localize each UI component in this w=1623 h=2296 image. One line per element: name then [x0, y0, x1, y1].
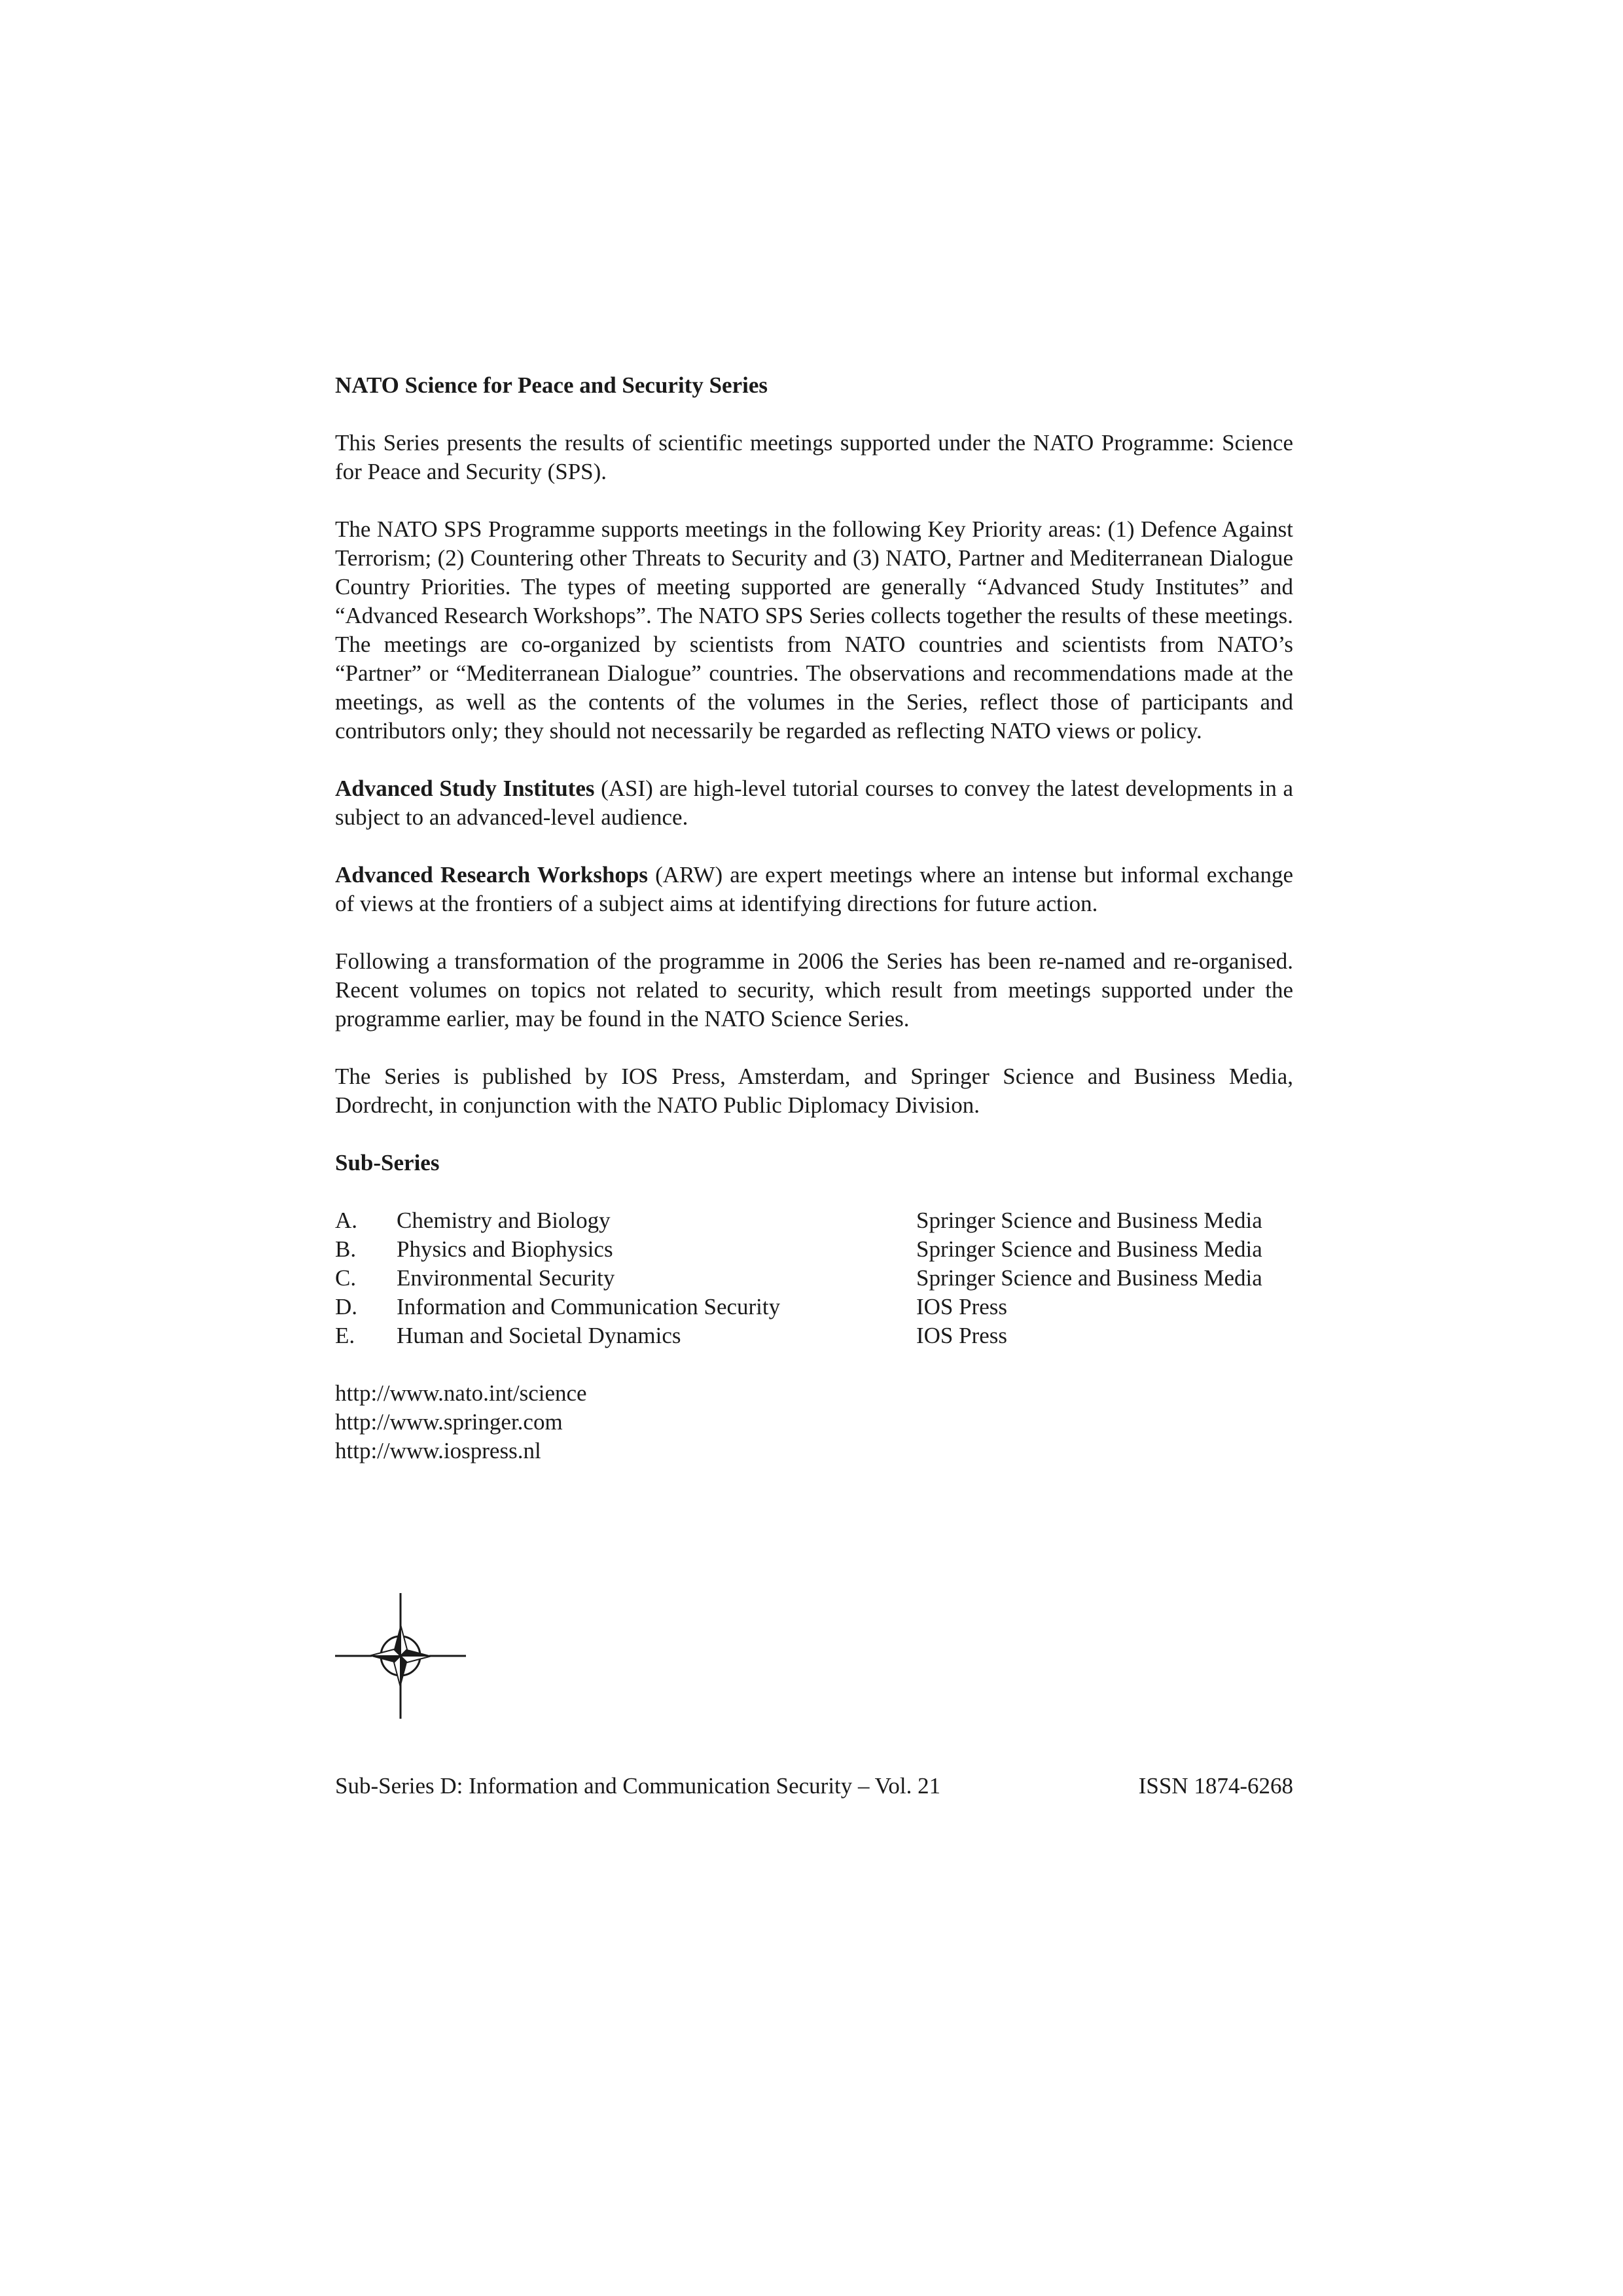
- programme-description-paragraph: The NATO SPS Programme supports meetings in the following Key Priority areas: (1) Defence Against Terrorism; (2) Countering other Threats to Security and (3) NATO, Partner and Mediterranean Dialogue Country Priorities. The types of meeting supported are generally “Advanced Study Institutes” and “Advanced Research Workshops”. The NATO SPS Series collects together the results of these meetings. The meetings are co-organized by scientists from NATO countries and scientists from NATO’s “Partner” or “Mediterranean Dialogue” countries. The observations and recommendations made at the meetings, as well as the contents of the volumes in the Series, reflect those of participants and contributors only; they should not necessarily be regarded as reflecting NATO views or policy.: [335, 516, 1293, 744]
- subseries-publisher: Springer Science and Business Media: [916, 1208, 1262, 1233]
- subseries-row: [335, 1206, 1293, 1235]
- publisher-paragraph: The Series is published by IOS Press, Amsterdam, and Springer Science and Business Media, Dordrecht, in conjunction with the NATO Public Diplomacy Division.: [335, 1064, 1293, 1118]
- links-list: [335, 1379, 1293, 1465]
- asi-term: Advanced Study Institutes: [335, 776, 595, 801]
- nato-compass-rose-icon: [329, 1584, 473, 1728]
- subseries-name: Human and Societal Dynamics: [397, 1323, 681, 1348]
- arw-term: Advanced Research Workshops: [335, 862, 648, 888]
- subseries-row: [335, 1321, 1293, 1350]
- link-springer[interactable]: http://www.springer.com: [335, 1409, 563, 1435]
- subseries-row: [335, 1293, 1293, 1321]
- subseries-publisher: Springer Science and Business Media: [916, 1265, 1262, 1291]
- asi-paragraph: [335, 774, 1293, 832]
- arw-text: (ARW) are expert meetings where an intense but informal exchange of views at the frontiers of a subject aims at identifying directions for future action.: [335, 862, 1294, 916]
- subseries-name: Chemistry and Biology: [397, 1208, 611, 1233]
- subseries-letter: C.: [335, 1265, 357, 1291]
- subseries-row: [335, 1264, 1293, 1293]
- transformation-paragraph: Following a transformation of the programme in 2006 the Series has been re-named and re-organised. Recent volumes on topics not related to security, which result from meetings supported under the programme earlier, may be found in the NATO Science Series.: [335, 948, 1293, 1031]
- subseries-publisher: IOS Press: [916, 1323, 1008, 1348]
- intro-paragraph: This Series presents the results of scientific meetings supported under the NATO Programme: Science for Peace and Security (SPS).: [335, 430, 1293, 484]
- asi-text: (ASI) are high-level tutorial courses to convey the latest developments in a subject to an advanced-level audience.: [335, 776, 1294, 830]
- subseries-letter: E.: [335, 1323, 355, 1348]
- subseries-list: [335, 1206, 1293, 1350]
- subseries-name: Information and Communication Security: [397, 1294, 781, 1319]
- subseries-publisher: IOS Press: [916, 1294, 1008, 1319]
- link-iospress[interactable]: http://www.iospress.nl: [335, 1438, 541, 1463]
- arw-paragraph: [335, 861, 1293, 918]
- page-footer: [335, 1772, 1293, 1801]
- footer-issn: ISSN 1874-6268: [1138, 1773, 1293, 1799]
- link-nato-science[interactable]: http://www.nato.int/science: [335, 1380, 587, 1406]
- series-page-content: [335, 371, 1293, 1465]
- series-heading: NATO Science for Peace and Security Series: [335, 372, 768, 398]
- subseries-letter: D.: [335, 1294, 358, 1319]
- subseries-title: Sub-Series: [335, 1150, 440, 1175]
- subseries-letter: B.: [335, 1236, 357, 1262]
- subseries-row: [335, 1235, 1293, 1264]
- footer-series-volume: Sub-Series D: Information and Communication Security – Vol. 21: [335, 1773, 941, 1799]
- subseries-publisher: Springer Science and Business Media: [916, 1236, 1262, 1262]
- subseries-name: Physics and Biophysics: [397, 1236, 613, 1262]
- subseries-letter: A.: [335, 1208, 358, 1233]
- subseries-name: Environmental Security: [397, 1265, 615, 1291]
